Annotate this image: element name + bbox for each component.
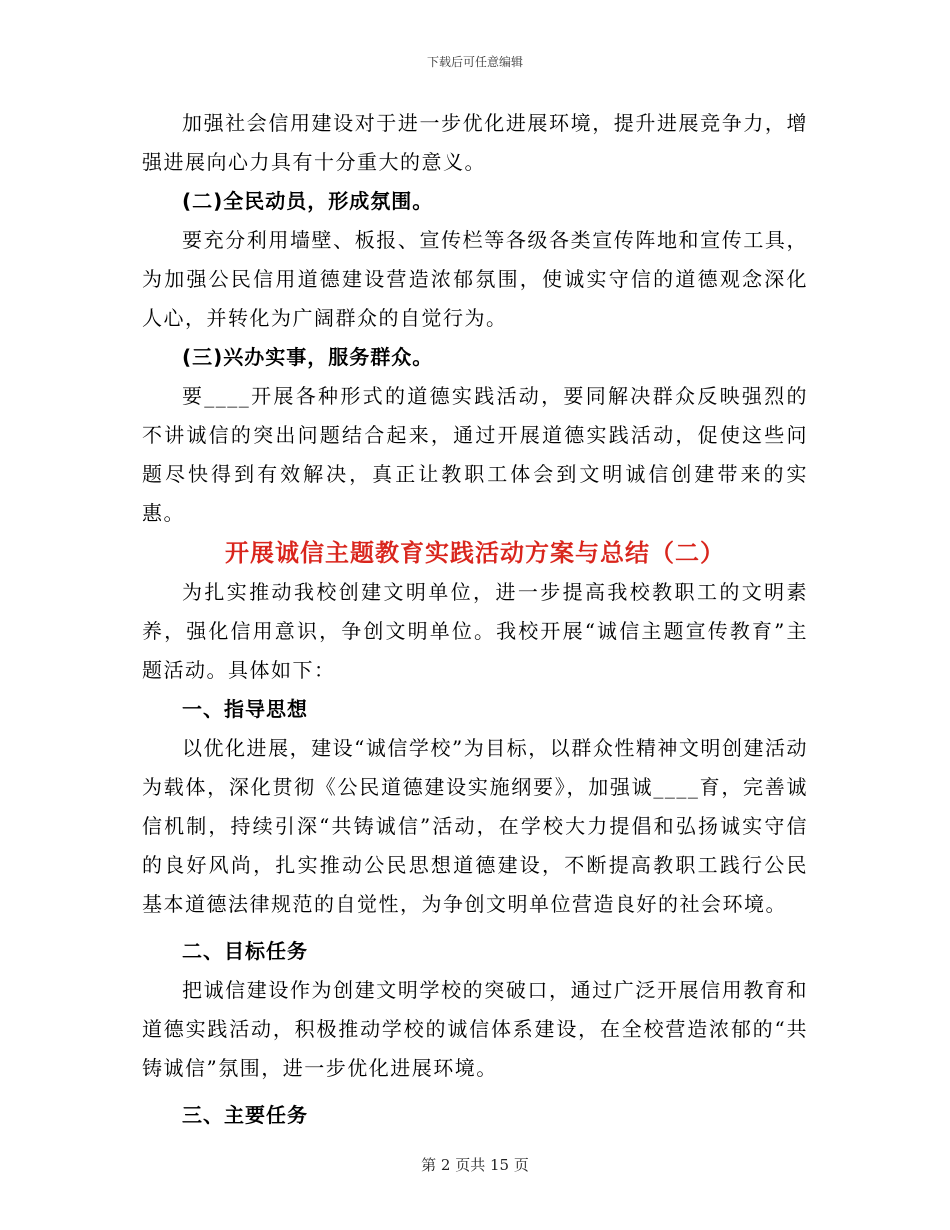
header-note: 下载后可任意编辑 (426, 55, 523, 69)
document-body (142, 104, 808, 1135)
paragraph-intro: 为扎实推动我校创建文明单位，进一步提高我校教职工的文明素养，强化信用意识，争创文明单位。我校开展“诚信主题宣传教育”主题活动。具体如下： (142, 580, 808, 682)
paragraph-practice: 要____开展各种形式的道德实践活动，要同解决群众反映强烈的不讲诚信的突出问题结合起来，通过开展道德实践活动，促使这些问题尽快得到有效解决，真正让教职工体会到文明诚信创建带来的实惠。 (142, 384, 808, 525)
paragraph-publicity: 要充分利用墙壁、板报、宣传栏等各级各类宣传阵地和宣传工具，为加强公民信用道德建设营造浓郁氛围，使诚实守信的道德观念深化人心，并转化为广阔群众的自觉行为。 (142, 228, 808, 330)
heading-mobilization: (二)全民动员，形成氛围。 (182, 189, 434, 213)
section-title: 开展诚信主题教育实践活动方案与总结（二） (225, 539, 725, 567)
heading-guiding-ideology: 一、指导思想 (182, 697, 308, 721)
paragraph-goals: 把诚信建设作为创建文明学校的突破口，通过广泛开展信用教育和道德实践活动，积极推动学校的诚信体系建设，在全校营造浓郁的“共铸诚信”氛围，进一步优化进展环境。 (142, 978, 808, 1080)
paragraph-credit-significance: 加强社会信用建设对于进一步优化进展环境，提升进展竞争力，增强进展向心力具有十分重大的意义。 (142, 111, 808, 174)
heading-main-tasks: 三、主要任务 (182, 1103, 308, 1127)
page-number: 第 2 页共 15 页 (421, 1156, 529, 1174)
heading-goals: 二、目标任务 (182, 939, 308, 963)
paragraph-guiding-ideology: 以优化进展，建设“诚信学校”为目标，以群众性精神文明创建活动为载体，深化贯彻《公民道德建设实施纲要》，加强诚____育，完善诚信机制，持续引深“共铸诚信”活动，在学校大力提倡和弘扬诚实守信的良好风尚，扎实推动公民思想道德建设，不断提高教职工践行公民基本道德法律规范的自觉性，为争创文明单位营造良好的社会环境。 (142, 736, 808, 916)
heading-serve-public: (三)兴办实事，服务群众。 (182, 345, 434, 369)
spacer (142, 924, 808, 932)
spacer (142, 1088, 808, 1096)
